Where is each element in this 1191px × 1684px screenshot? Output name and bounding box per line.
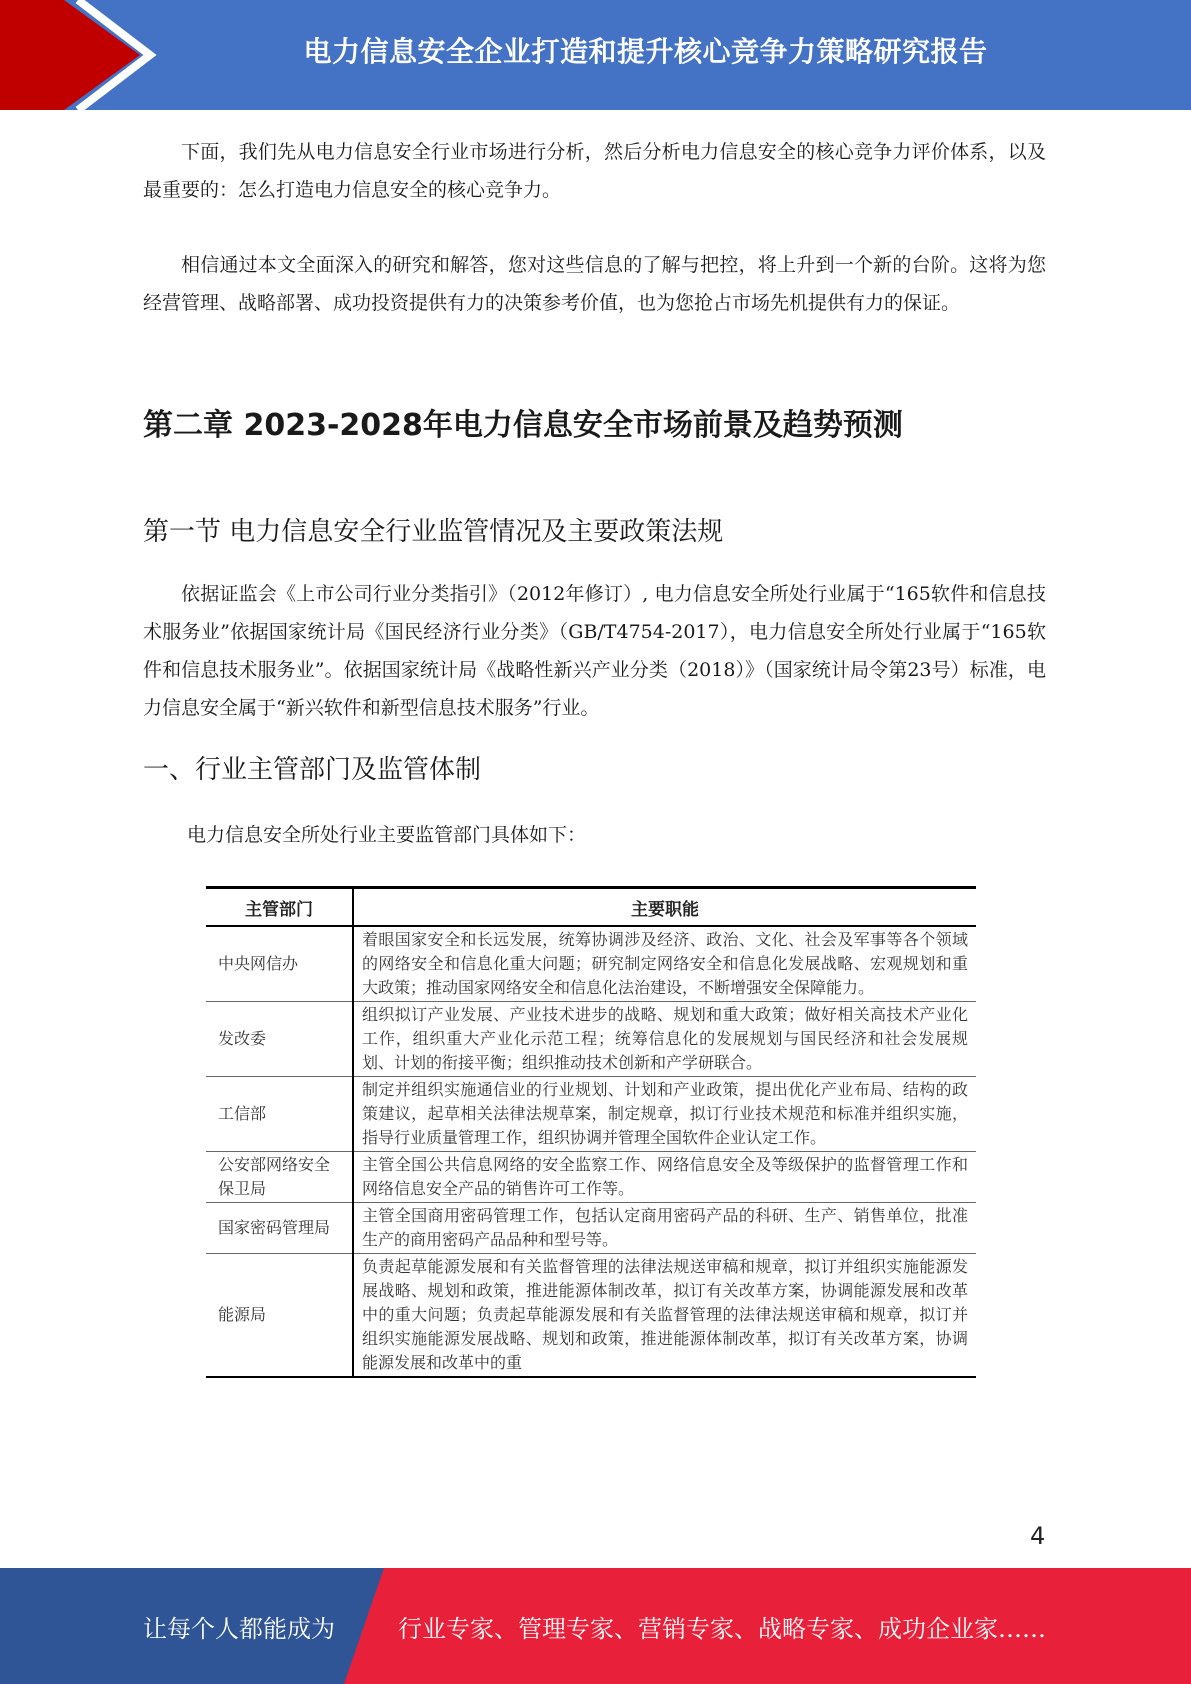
- footer-slogan-left: 让每个人都能成为: [143, 1614, 335, 1643]
- chapter-title: 第二章 2023-2028年电力信息安全市场前景及趋势预测: [143, 408, 903, 443]
- table-intro: 电力信息安全所处行业主要监管部门具体如下：: [187, 824, 587, 846]
- header-red-arrow: [0, 0, 140, 110]
- duty-cell: 组织拟订产业发展、产业技术进步的战略、规划和重大政策；做好相关高技术产业化工作，组织重大产业化示范工程；统筹信息化的发展规划与国民经济和社会发展规划、计划的衔接平衡；组织推动技术创新和产学研联合。: [362, 1005, 968, 1072]
- table-row: [206, 1254, 976, 1378]
- duty-cell: 主管全国商用密码管理工作，包括认定商用密码产品的科研、生产、销售单位，批准生产的商用密码产品品种和型号等。: [362, 1206, 968, 1249]
- regulators-table-wrapper: [206, 886, 976, 1378]
- dept-cell: 国家密码管理局: [206, 1203, 353, 1254]
- intro-paragraph-2: 相信通过本文全面深入的研究和解答，您对这些信息的了解与把控，将上升到一个新的台阶。这将为您经营管理、战略部署、成功投资提供有力的决策参考价值，也为您抢占市场先机提供有力的保证。: [143, 254, 1046, 314]
- table-header-row: [206, 888, 976, 927]
- duty-cell-text: 负责起草能源发展和有关监督管理的法律法规送审稿和规章，拟订并组织实施能源发展战略、规划和政策，推进能源体制改革，拟订有关改革方案，协调能源发展和改革中的重大问题；负责起草能源发展和有关监督管理的法律法规送审稿和规章，拟订并组织实施能源发展战略、规划和政策，推进能源体制改革，拟订有关改革方案，协调能源发展和改革中的重: [362, 1257, 968, 1372]
- section-title: 第一节 电力信息安全行业监管情况及主要政策法规: [143, 517, 724, 547]
- dept-cell: 公安部网络安全保卫局: [206, 1152, 353, 1203]
- dept-cell: 能源局: [206, 1254, 353, 1378]
- dept-cell: 工信部: [206, 1077, 353, 1152]
- table-row: [206, 1203, 976, 1254]
- page-number: 4: [1030, 1522, 1046, 1550]
- table-row: [206, 926, 976, 1002]
- dept-cell: 中央网信办: [206, 926, 353, 1002]
- page-footer: [0, 1568, 1191, 1684]
- intro-paragraph-1: 下面，我们先从电力信息安全行业市场进行分析，然后分析电力信息安全的核心竞争力评价体系，以及最重要的：怎么打造电力信息安全的核心竞争力。: [143, 141, 1046, 201]
- page-header: [0, 0, 1191, 110]
- regulators-table: [206, 886, 976, 1378]
- table-row: [206, 1152, 976, 1203]
- duty-cell: 主管全国公共信息网络的安全监察工作、网络信息安全及等级保护的监督管理工作和网络信息安全产品的销售许可工作等。: [362, 1155, 968, 1198]
- duty-cell: 着眼国家安全和长远发展，统筹协调涉及经济、政治、文化、社会及军事等各个领域的网络安全和信息化重大问题；研究制定网络安全和信息化发展战略、宏观规划和重大政策；推动国家网络安全和信息化法治建设，不断增强安全保障能力。: [362, 930, 968, 997]
- subsection-title: 一、行业主管部门及监管体制: [143, 755, 482, 785]
- duty-cell: [353, 1254, 976, 1378]
- dept-cell: 发改委: [206, 1002, 353, 1077]
- footer-slogan-right: 行业专家、管理专家、营销专家、战略专家、成功企业家……: [398, 1614, 1046, 1643]
- header-dept: 主管部门: [206, 888, 353, 927]
- table-row: [206, 1077, 976, 1152]
- header-duty: 主要职能: [631, 899, 699, 920]
- report-title: 电力信息安全企业打造和提升核心竞争力策略研究报告: [303, 35, 988, 68]
- classification-paragraph: 依据证监会《上市公司行业分类指引》（2012年修订）, 电力信息安全所处行业属于“165软件和信息技术服务业”依据国家统计局《国民经济行业分类》（GB/T4754-2017），电力信息安全所处行业属于“165软件和信息技术服务业”。依据国家统计局《战略性新兴产业分类（2018）》（国家统计局令第23号）标准，电力信息安全属于“新兴软件和新型信息技术服务”行业。: [143, 583, 1046, 719]
- table-row: [206, 1002, 976, 1077]
- duty-cell: 制定并组织实施通信业的行业规划、计划和产业政策，提出优化产业布局、结构的政策建议，起草相关法律法规草案，制定规章，拟订行业技术规范和标准并组织实施，指导行业质量管理工作，组织协调并管理全国软件企业认定工作。: [362, 1080, 968, 1147]
